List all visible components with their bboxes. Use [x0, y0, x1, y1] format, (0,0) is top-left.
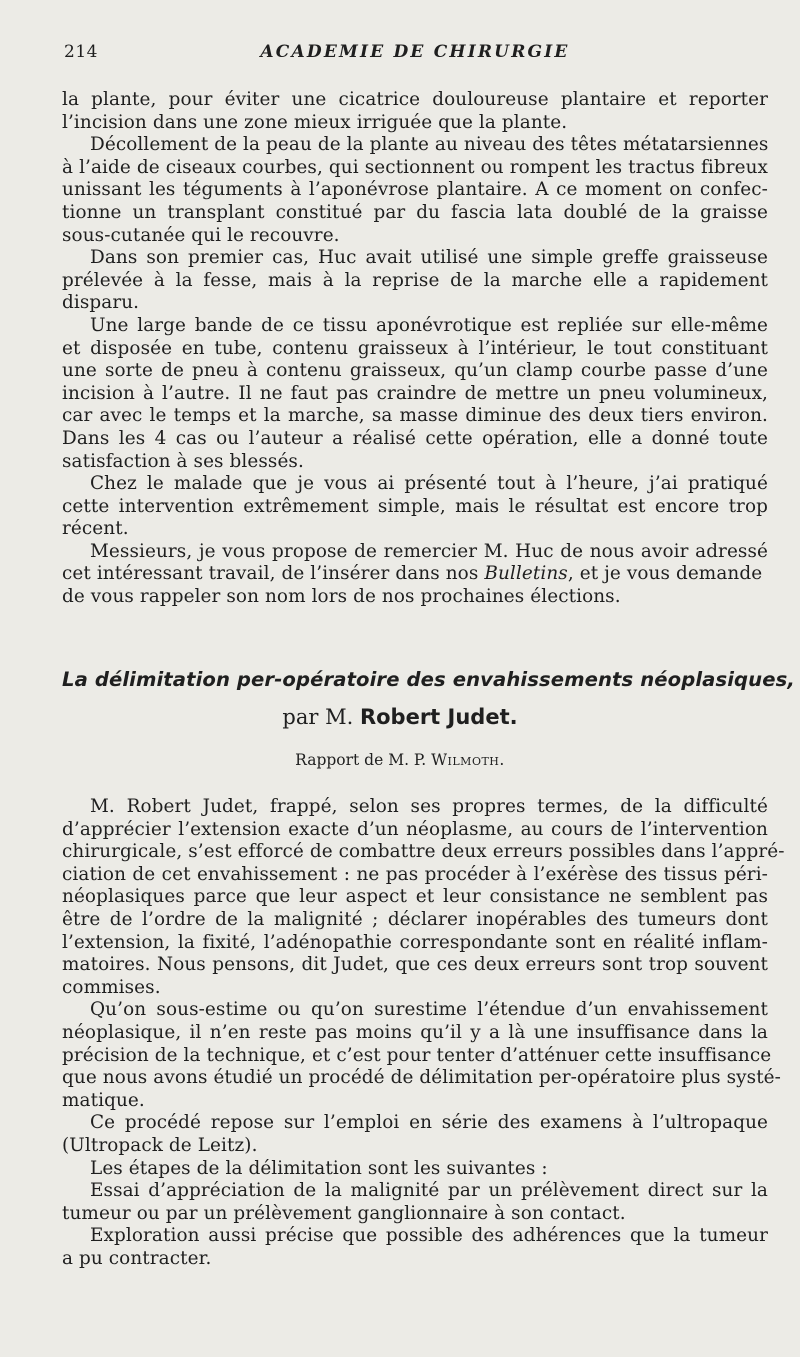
text-line: cette intervention extrêmement simple, mais le résultat est encore trop — [62, 495, 768, 517]
text-line: de vous rappeler son nom lors de nos prochaines élections. — [62, 586, 621, 608]
text-line: à l’aide de ciseaux courbes, qui sectionnent ou rompent les tractus fibreux — [62, 156, 768, 178]
section-huc-report — [62, 89, 768, 609]
text-line: Les étapes de la délimitation sont les suivantes : — [90, 1157, 548, 1179]
text-line: d’apprécier l’extension exacte d’un néoplasme, au cours de l’intervention — [62, 818, 768, 840]
text-line: être de l’ordre de la malignité ; déclarer inopérables des tumeurs dont — [62, 908, 768, 930]
page-number: 214 — [64, 42, 98, 62]
text-line: disparu. — [62, 292, 140, 314]
text-line: matoires. Nous pensons, dit Judet, que ces deux erreurs sont trop souvent — [62, 954, 768, 976]
text-line: récent. — [62, 518, 129, 540]
article-title: La délimitation per-opératoire des envahissements néoplasiques, — [62, 668, 795, 691]
text-line: Essai d’appréciation de la malignité par un prélèvement direct sur la — [90, 1180, 768, 1202]
text-line: Ce procédé repose sur l’emploi en série des examens à l’ultropaque — [90, 1112, 768, 1134]
text-line: matique. — [62, 1089, 145, 1111]
running-title: ACADEMIE DE CHIRURGIE — [260, 42, 570, 62]
text-line: (Ultropack de Leitz). — [62, 1134, 258, 1156]
text-line: commises. — [62, 976, 161, 998]
text-line: Dans son premier cas, Huc avait utilisé une simple greffe graisseuse — [90, 247, 768, 269]
text-line: prélevée à la fesse, mais à la reprise de la marche elle a rapidement — [62, 269, 768, 291]
text-line: tumeur ou par un prélèvement ganglionnaire à son contact. — [62, 1202, 626, 1224]
text-line: l’incision dans une zone mieux irriguée que la plante. — [62, 111, 568, 133]
text-line: ciation de cet envahissement : ne pas procéder à l’exérèse des tissus péri- — [62, 863, 768, 885]
text-line: la plante, pour éviter une cicatrice douloureuse plantaire et reporter — [62, 89, 768, 110]
text-line: Exploration aussi précise que possible des adhérences que la tumeur — [90, 1225, 768, 1247]
text-line-with-citation — [62, 563, 768, 586]
report-prefix: Rapport de M. P. — [295, 751, 427, 769]
text-line: Décollement de la peau de la plante au niveau des têtes métatarsiennes — [90, 134, 769, 156]
byline-prefix: par M. — [282, 705, 354, 729]
text-line: que nous avons étudié un procédé de délimitation per-opératoire plus systé- — [62, 1067, 781, 1089]
text-fragment: , et je vous demande — [567, 563, 763, 585]
text-line: Qu’on sous-estime ou qu’on surestime l’étendue d’un envahissement — [90, 999, 768, 1021]
text-line: Une large bande de ce tissu aponévrotique est repliée sur elle-même — [90, 314, 768, 336]
text-fragment: cet intéressant travail, de l’insérer dans nos — [62, 563, 479, 585]
text-line: satisfaction à ses blessés. — [62, 450, 304, 472]
reporter-name: Wilmoth. — [431, 751, 505, 769]
text-line: Messieurs, je vous propose de remercier M. Huc de nous avoir adressé — [90, 540, 768, 562]
text-line: néoplasique, il n’en reste pas moins qu’il y a là une insuffisance dans la — [62, 1021, 768, 1043]
author-name: Robert Judet. — [359, 705, 518, 729]
text-line: une sorte de pneu à contenu graisseux, qu’un clamp courbe passe d’une — [62, 360, 768, 382]
text-line: car avec le temps et la marche, sa masse diminue des deux tiers environ. — [62, 405, 768, 427]
text-line: précision de la technique, et c’est pour tenter d’atténuer cette insuffisance — [62, 1044, 772, 1066]
section-judet-report — [62, 796, 785, 1270]
text-line: incision à l’autre. Il ne faut pas craindre de mettre un pneu volumineux, — [62, 382, 768, 404]
text-line: Dans les 4 cas ou l’auteur a réalisé cette opération, elle a donné toute — [62, 427, 768, 449]
text-line: chirurgicale, s’est efforcé de combattre deux erreurs possibles dans l’appré- — [62, 841, 785, 863]
text-line: unissant les téguments à l’aponévrose plantaire. A ce moment on confec- — [62, 179, 768, 201]
page-header — [64, 42, 766, 70]
text-line: et disposée en tube, contenu graisseux à l’intérieur, le tout constituant — [62, 337, 768, 359]
text-line: l’extension, la fixité, l’adénopathie correspondante sont en réalité inflam- — [62, 931, 768, 953]
text-line: Chez le malade que je vous ai présenté tout à l’heure, j’ai pratiqué — [90, 473, 768, 495]
text-line: tionne un transplant constitué par du fascia lata doublé de la graisse — [62, 201, 768, 223]
text-line: a pu contracter. — [62, 1247, 212, 1269]
text-line: M. Robert Judet, frappé, selon ses propres termes, de la difficulté — [90, 796, 768, 817]
text-line: néoplasiques parce que leur aspect et leur consistance ne semblent pas — [62, 886, 768, 908]
bulletins-citation: Bulletins — [484, 563, 568, 585]
text-line: sous-cutanée qui le recouvre. — [62, 224, 340, 246]
report-attribution — [0, 750, 800, 770]
article-byline — [0, 704, 800, 730]
